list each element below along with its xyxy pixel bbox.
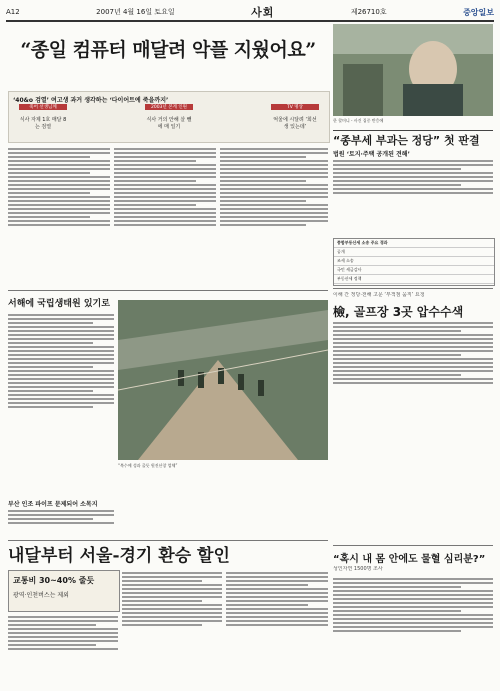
survey-item-2: 식사 거의 안해 살 뺄에 매 일기 <box>146 117 192 130</box>
main-headline: “종일 컴퓨터 매달려 악플 지웠어요” <box>20 38 316 61</box>
right-story-headline-block <box>333 130 493 149</box>
divider <box>333 545 493 546</box>
left-story-headline: 서해에 국립생태원 있기로 <box>8 299 110 309</box>
mid-photo-caption: “북수예 성과 줄듯 원진산창 업체” <box>118 463 178 468</box>
right-story3-body <box>333 576 493 686</box>
bottom-headline-block <box>8 543 328 566</box>
right-top-photo <box>333 24 493 116</box>
paper-logo: 중앙일보 <box>463 7 494 17</box>
right-story2-body <box>333 320 493 440</box>
right-story-body <box>333 150 493 232</box>
bottom-column-2 <box>122 570 222 688</box>
right-story2-kicker: 이해 간 정당·전해 고문 ‘부적점 움직’ 요청 <box>333 292 425 298</box>
info-box-row: 공개 <box>334 248 494 257</box>
survey-label-2: 2003년 본계 인원 <box>145 104 193 110</box>
right-story-headline: “종부세 부과는 정당” 첫 판결 <box>333 134 480 147</box>
divider <box>333 288 493 289</box>
survey-label-3: TV 명상 <box>271 104 319 110</box>
info-box-row: 국민 세금감사 <box>334 266 494 275</box>
main-story-column-1 <box>8 146 110 286</box>
bottom-info-box <box>8 570 120 612</box>
main-story-column-2 <box>114 146 216 286</box>
page-number: A12 <box>6 8 20 16</box>
masthead <box>6 4 494 22</box>
divider <box>8 290 328 291</box>
survey-label-1: 죽어 선생님께 <box>19 104 67 110</box>
right-story2-headline: 檢, 골프장 3곳 압수수색 <box>333 305 464 319</box>
mid-photo <box>118 300 328 460</box>
bottom-box-title: 교통비 30~40% 줄듯 <box>13 576 95 585</box>
main-headline-block <box>8 26 328 70</box>
left-small-body <box>8 508 114 538</box>
survey-title: ‘40&o 검열’ 여고생 과거 생각하는 ‘다이어트에 죽을까지’ <box>13 97 169 104</box>
main-story-column-3 <box>220 146 328 286</box>
bottom-box-sub: 광역·인천버스는 제외 <box>13 592 69 599</box>
left-story-body <box>8 312 114 492</box>
survey-item-3: 억울에 시달려 ‘희선생 있는데’ <box>273 117 317 130</box>
info-box-title: 종합부동산세 소송 주요 경과 <box>334 239 494 248</box>
left-small-headline: 부산 인조 파이프 문제되어 소목지 <box>8 501 98 508</box>
info-box-row: 조세 소송 <box>334 257 494 266</box>
bottom-column-3 <box>226 570 328 688</box>
bottom-headline: 내달부터 서울-경기 환승 할인 <box>8 545 230 566</box>
section-title: 사회 <box>251 6 275 19</box>
right-photo-caption: 한 할머니 - 사건 집중 반응에 <box>333 118 384 123</box>
info-box-row: 부동산세 정책 <box>334 275 494 284</box>
info-box <box>333 238 495 286</box>
issue-date: 2007년 4월 16일 토요일 <box>96 8 175 16</box>
edition-number: 제26710호 <box>350 8 387 16</box>
survey-item-1: 식사 자제 1호 매달 8는 검열 <box>19 117 67 130</box>
right-story-subhead: 법원 ‘토지·주택 공개된 견해’ <box>333 151 410 158</box>
bottom-column-1 <box>8 614 118 688</box>
survey-strip <box>8 91 330 143</box>
right-story3-subhead: 성인자연 1500명 조사 <box>333 566 383 572</box>
right-story3-headline: “혹시 내 몸 안에도 물혈 심리분?” <box>333 554 486 565</box>
